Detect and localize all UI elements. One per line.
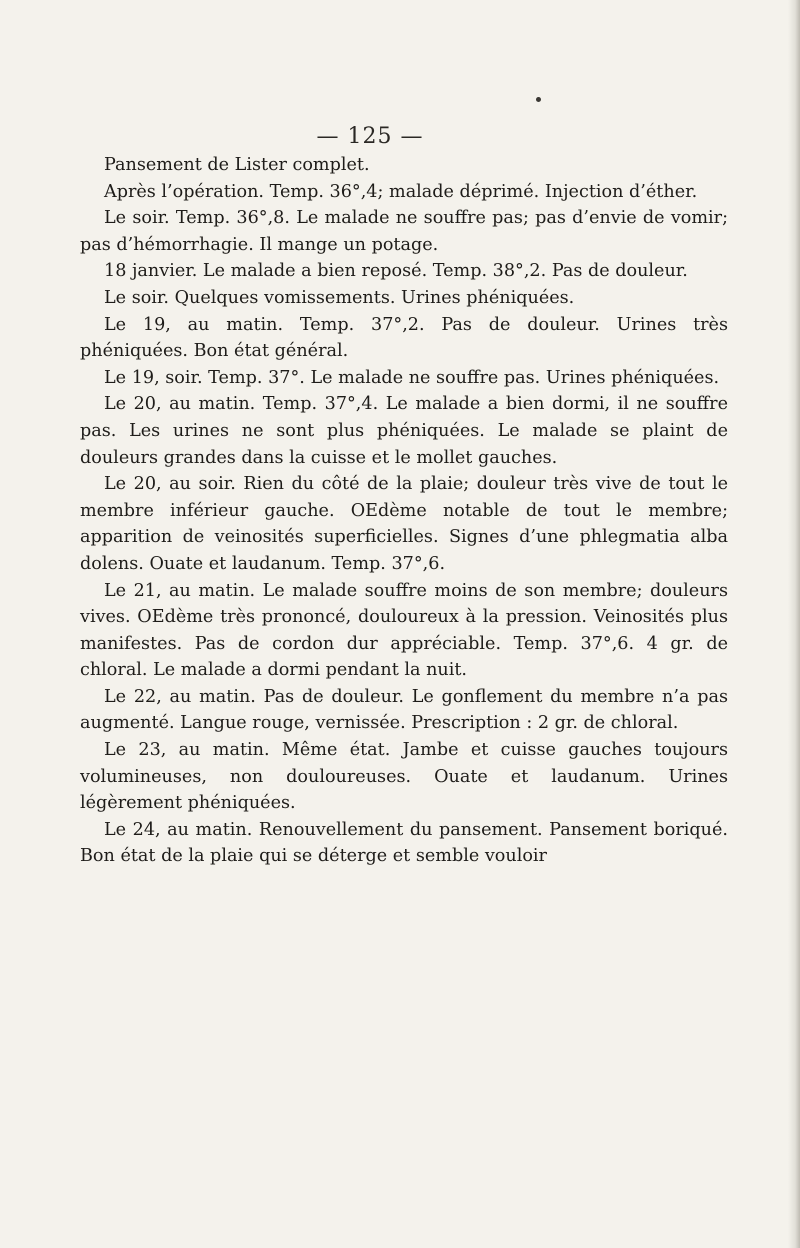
paragraph-1: Pansement de Lister complet. [104,155,370,175]
paragraph-6: Le 19, au matin. Temp. 37°,2. Pas de douleur. Urines très phéniquées. Bon état général. [80,314,728,362]
paragraph-13: Le 24, au matin. Renouvellement du pansement. Pansement boriqué. Bon état de la plaie qui se déterge et semble vouloir [80,819,728,867]
paragraph-12: Le 23, au matin. Même état. Jambe et cuisse gauches toujours volumineuses, non douloureuses. Ouate et laudanum. Urines légèrement phéniquées. [80,740,728,814]
paragraph-5: Le soir. Quelques vomissements. Urines phéniquées. [104,287,575,308]
paragraph-11: Le 22, au matin. Pas de douleur. Le gonflement du membre n’a pas augmenté. Langue rouge, vernissée. Prescription : 2 gr. de chloral. [80,686,728,734]
paragraph-4: 18 janvier. Le malade a bien reposé. Temp. 38°,2. Pas de douleur. [104,261,688,282]
page-edge-shadow [788,0,800,1248]
paragraph-9: Le 20, au soir. Rien du côté de la plaie; douleur très vive de tout le membre inférieur gauche. OEdème notable de tout le membre; apparition de veinosités superficielles. Signes d’une phlegmatia alba dolens. Ouate et laudanum. Temp. 37°,6. [80,474,728,574]
body-text [80,152,728,870]
paragraph-2: Après l’opération. Temp. 36°,4; malade déprimé. Injection d’éther. [104,181,698,202]
ink-speck [536,97,541,102]
paragraph-3: Le soir. Temp. 36°,8. Le malade ne souffre pas; pas d’envie de vomir; pas d’hémorrhagie. Il mange un potage. [80,208,728,255]
page-number: — 125 — [316,124,424,149]
paragraph-10: Le 21, au matin. Le malade souffre moins de son membre; douleurs vives. OEdème très prononcé, douloureux à la pression. Veinosités plus manifestes. Pas de cordon dur appréciable. Temp. 37°,6. 4 gr. de chloral. Le malade a dormi pendant la nuit. [80,580,728,681]
paragraph-7: Le 19, soir. Temp. 37°. Le malade ne souffre pas. Urines phéniquées. [104,367,720,388]
paragraph-8: Le 20, au matin. Temp. 37°,4. Le malade a bien dormi, il ne souffre pas. Les urines ne sont plus phéniquées. Le malade se plaint de douleurs grandes dans la cuisse et le mollet gauches. [80,394,728,468]
